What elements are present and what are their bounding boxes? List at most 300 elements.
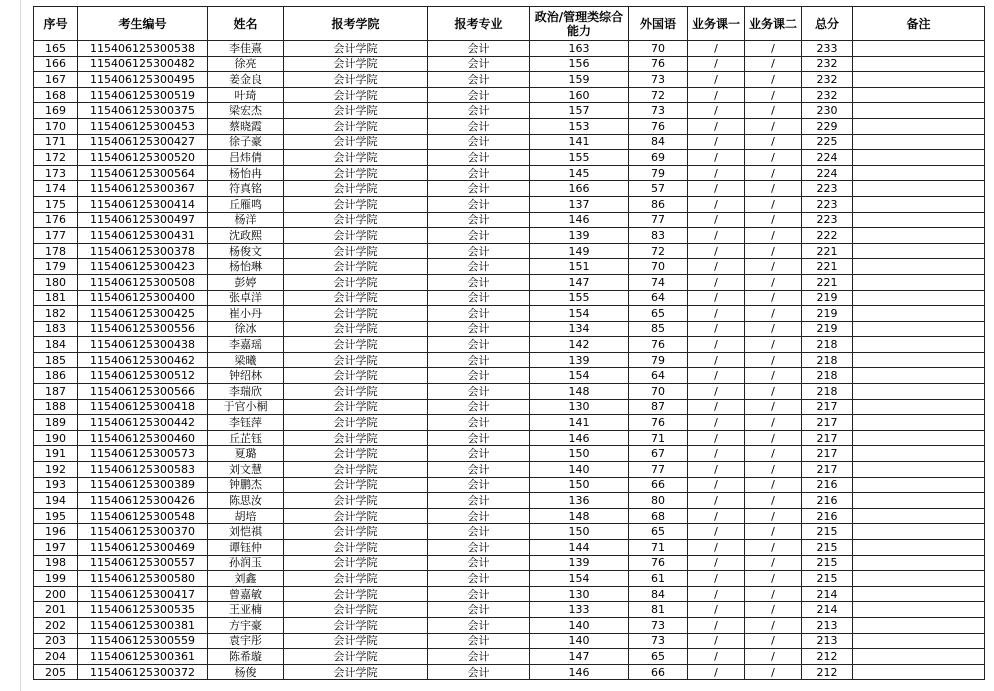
cell-subject-2: /	[745, 150, 802, 166]
cell-politics: 139	[530, 555, 629, 571]
cell-name: 梁宏杰	[208, 103, 284, 119]
cell-remarks	[853, 259, 985, 275]
cell-name: 杨俊文	[208, 243, 284, 259]
table-row	[34, 477, 985, 493]
cell-name: 吕炜倩	[208, 150, 284, 166]
header-row	[34, 7, 985, 41]
cell-candidate-id: 115406125300423	[78, 259, 208, 275]
cell-candidate-id: 115406125300469	[78, 540, 208, 556]
table-row	[34, 430, 985, 446]
cell-subject-2: /	[745, 87, 802, 103]
cell-remarks	[853, 415, 985, 431]
cell-subject-2: /	[745, 306, 802, 322]
table-row	[34, 508, 985, 524]
cell-remarks	[853, 118, 985, 134]
cell-college: 会计学院	[284, 228, 428, 244]
cell-foreign-language: 57	[629, 181, 688, 197]
header-total: 总分	[802, 7, 853, 41]
cell-name: 陈思汝	[208, 493, 284, 509]
cell-major: 会计	[428, 196, 530, 212]
cell-subject-1: /	[688, 165, 745, 181]
cell-subject-1: /	[688, 72, 745, 88]
cell-subject-2: /	[745, 165, 802, 181]
cell-college: 会计学院	[284, 274, 428, 290]
cell-remarks	[853, 633, 985, 649]
cell-subject-1: /	[688, 508, 745, 524]
cell-politics: 139	[530, 228, 629, 244]
cell-candidate-id: 115406125300548	[78, 508, 208, 524]
cell-foreign-language: 71	[629, 430, 688, 446]
cell-candidate-id: 115406125300557	[78, 555, 208, 571]
cell-candidate-id: 115406125300564	[78, 165, 208, 181]
cell-subject-1: /	[688, 306, 745, 322]
header-name: 姓名	[208, 7, 284, 41]
cell-name: 丘芷钰	[208, 430, 284, 446]
cell-total: 223	[802, 212, 853, 228]
cell-major: 会计	[428, 228, 530, 244]
cell-subject-2: /	[745, 118, 802, 134]
cell-subject-1: /	[688, 477, 745, 493]
cell-subject-1: /	[688, 290, 745, 306]
table-row	[34, 228, 985, 244]
cell-foreign-language: 64	[629, 290, 688, 306]
cell-college: 会计学院	[284, 181, 428, 197]
cell-college: 会计学院	[284, 571, 428, 587]
cell-major: 会计	[428, 56, 530, 72]
cell-remarks	[853, 103, 985, 119]
cell-seq: 173	[34, 165, 78, 181]
cell-seq: 194	[34, 493, 78, 509]
cell-seq: 193	[34, 477, 78, 493]
cell-candidate-id: 115406125300573	[78, 446, 208, 462]
header-politics: 政治/管理类综合能力	[530, 7, 629, 41]
cell-seq: 196	[34, 524, 78, 540]
header-remarks: 备注	[853, 7, 985, 41]
cell-total: 215	[802, 524, 853, 540]
cell-total: 214	[802, 602, 853, 618]
cell-subject-1: /	[688, 384, 745, 400]
cell-candidate-id: 115406125300556	[78, 321, 208, 337]
cell-major: 会计	[428, 352, 530, 368]
cell-subject-1: /	[688, 196, 745, 212]
cell-college: 会计学院	[284, 259, 428, 275]
cell-remarks	[853, 290, 985, 306]
cell-college: 会计学院	[284, 243, 428, 259]
cell-seq: 177	[34, 228, 78, 244]
header-subject-1: 业务课一	[688, 7, 745, 41]
cell-remarks	[853, 337, 985, 353]
cell-name: 李瑞欣	[208, 384, 284, 400]
cell-total: 219	[802, 290, 853, 306]
cell-total: 216	[802, 493, 853, 509]
cell-politics: 142	[530, 337, 629, 353]
table-row	[34, 540, 985, 556]
cell-remarks	[853, 72, 985, 88]
cell-politics: 145	[530, 165, 629, 181]
cell-foreign-language: 84	[629, 134, 688, 150]
cell-subject-1: /	[688, 134, 745, 150]
cell-major: 会计	[428, 477, 530, 493]
cell-remarks	[853, 243, 985, 259]
cell-total: 216	[802, 508, 853, 524]
table-row	[34, 72, 985, 88]
cell-subject-1: /	[688, 87, 745, 103]
cell-politics: 144	[530, 540, 629, 556]
cell-foreign-language: 73	[629, 72, 688, 88]
cell-remarks	[853, 352, 985, 368]
table-row	[34, 368, 985, 384]
cell-remarks	[853, 602, 985, 618]
cell-politics: 137	[530, 196, 629, 212]
cell-seq: 181	[34, 290, 78, 306]
cell-foreign-language: 83	[629, 228, 688, 244]
table-row	[34, 118, 985, 134]
cell-name: 夏璐	[208, 446, 284, 462]
cell-candidate-id: 115406125300361	[78, 649, 208, 665]
table-row	[34, 41, 985, 57]
cell-remarks	[853, 462, 985, 478]
cell-subject-1: /	[688, 586, 745, 602]
cell-politics: 141	[530, 134, 629, 150]
cell-subject-1: /	[688, 243, 745, 259]
score-table	[33, 6, 985, 680]
cell-college: 会计学院	[284, 321, 428, 337]
cell-seq: 167	[34, 72, 78, 88]
cell-total: 223	[802, 181, 853, 197]
cell-major: 会计	[428, 571, 530, 587]
cell-major: 会计	[428, 87, 530, 103]
cell-remarks	[853, 540, 985, 556]
cell-foreign-language: 86	[629, 196, 688, 212]
cell-college: 会计学院	[284, 415, 428, 431]
cell-remarks	[853, 134, 985, 150]
cell-college: 会计学院	[284, 649, 428, 665]
cell-politics: 136	[530, 493, 629, 509]
cell-subject-2: /	[745, 477, 802, 493]
table-body	[34, 41, 985, 680]
cell-candidate-id: 115406125300482	[78, 56, 208, 72]
cell-major: 会计	[428, 524, 530, 540]
cell-subject-1: /	[688, 462, 745, 478]
cell-subject-2: /	[745, 368, 802, 384]
cell-candidate-id: 115406125300389	[78, 477, 208, 493]
cell-college: 会计学院	[284, 41, 428, 57]
cell-name: 张卓洋	[208, 290, 284, 306]
cell-subject-1: /	[688, 118, 745, 134]
cell-subject-1: /	[688, 212, 745, 228]
cell-subject-2: /	[745, 274, 802, 290]
cell-subject-2: /	[745, 415, 802, 431]
cell-college: 会计学院	[284, 306, 428, 322]
cell-subject-1: /	[688, 56, 745, 72]
table-row	[34, 493, 985, 509]
cell-college: 会计学院	[284, 462, 428, 478]
cell-name: 李嘉瑶	[208, 337, 284, 353]
cell-total: 223	[802, 196, 853, 212]
cell-seq: 171	[34, 134, 78, 150]
cell-remarks	[853, 555, 985, 571]
cell-total: 225	[802, 134, 853, 150]
cell-name: 曾嘉敏	[208, 586, 284, 602]
cell-college: 会计学院	[284, 602, 428, 618]
cell-candidate-id: 115406125300400	[78, 290, 208, 306]
cell-major: 会计	[428, 212, 530, 228]
cell-seq: 186	[34, 368, 78, 384]
cell-foreign-language: 70	[629, 259, 688, 275]
cell-total: 230	[802, 103, 853, 119]
cell-foreign-language: 72	[629, 243, 688, 259]
page-edge	[20, 0, 21, 691]
cell-subject-2: /	[745, 649, 802, 665]
cell-seq: 191	[34, 446, 78, 462]
cell-major: 会计	[428, 259, 530, 275]
cell-subject-2: /	[745, 384, 802, 400]
cell-candidate-id: 115406125300431	[78, 228, 208, 244]
cell-candidate-id: 115406125300566	[78, 384, 208, 400]
cell-name: 徐子豪	[208, 134, 284, 150]
cell-foreign-language: 77	[629, 462, 688, 478]
table-row	[34, 524, 985, 540]
cell-total: 213	[802, 633, 853, 649]
cell-total: 213	[802, 617, 853, 633]
cell-foreign-language: 79	[629, 165, 688, 181]
cell-college: 会计学院	[284, 212, 428, 228]
cell-foreign-language: 79	[629, 352, 688, 368]
table-row	[34, 602, 985, 618]
cell-politics: 150	[530, 477, 629, 493]
cell-total: 217	[802, 430, 853, 446]
cell-foreign-language: 77	[629, 212, 688, 228]
cell-seq: 180	[34, 274, 78, 290]
cell-major: 会计	[428, 368, 530, 384]
cell-seq: 179	[34, 259, 78, 275]
cell-remarks	[853, 524, 985, 540]
cell-politics: 149	[530, 243, 629, 259]
cell-politics: 156	[530, 56, 629, 72]
cell-subject-1: /	[688, 368, 745, 384]
cell-subject-2: /	[745, 540, 802, 556]
cell-remarks	[853, 664, 985, 680]
table-row	[34, 134, 985, 150]
cell-college: 会计学院	[284, 430, 428, 446]
cell-major: 会计	[428, 664, 530, 680]
cell-subject-1: /	[688, 415, 745, 431]
cell-college: 会计学院	[284, 290, 428, 306]
cell-seq: 199	[34, 571, 78, 587]
cell-total: 232	[802, 87, 853, 103]
cell-seq: 178	[34, 243, 78, 259]
cell-remarks	[853, 87, 985, 103]
cell-name: 谭钰仲	[208, 540, 284, 556]
table-row	[34, 243, 985, 259]
cell-candidate-id: 115406125300520	[78, 150, 208, 166]
cell-subject-2: /	[745, 555, 802, 571]
cell-subject-1: /	[688, 617, 745, 633]
table-row	[34, 259, 985, 275]
cell-college: 会计学院	[284, 617, 428, 633]
cell-remarks	[853, 586, 985, 602]
cell-remarks	[853, 368, 985, 384]
cell-college: 会计学院	[284, 56, 428, 72]
cell-candidate-id: 115406125300453	[78, 118, 208, 134]
cell-subject-1: /	[688, 555, 745, 571]
cell-foreign-language: 76	[629, 118, 688, 134]
cell-total: 215	[802, 555, 853, 571]
cell-major: 会计	[428, 290, 530, 306]
header-subject-2: 业务课二	[745, 7, 802, 41]
cell-subject-1: /	[688, 103, 745, 119]
cell-subject-2: /	[745, 196, 802, 212]
cell-candidate-id: 115406125300583	[78, 462, 208, 478]
cell-foreign-language: 66	[629, 477, 688, 493]
score-table-container	[33, 6, 985, 680]
cell-major: 会计	[428, 462, 530, 478]
cell-remarks	[853, 430, 985, 446]
cell-seq: 203	[34, 633, 78, 649]
cell-name: 崔小丹	[208, 306, 284, 322]
cell-subject-2: /	[745, 103, 802, 119]
cell-name: 杨洋	[208, 212, 284, 228]
cell-subject-1: /	[688, 399, 745, 415]
table-row	[34, 352, 985, 368]
cell-politics: 133	[530, 602, 629, 618]
cell-total: 217	[802, 446, 853, 462]
header-college: 报考学院	[284, 7, 428, 41]
cell-politics: 154	[530, 306, 629, 322]
cell-foreign-language: 70	[629, 384, 688, 400]
cell-name: 刘文慧	[208, 462, 284, 478]
cell-remarks	[853, 477, 985, 493]
cell-remarks	[853, 493, 985, 509]
cell-politics: 139	[530, 352, 629, 368]
cell-name: 徐冰	[208, 321, 284, 337]
cell-candidate-id: 115406125300535	[78, 602, 208, 618]
cell-subject-1: /	[688, 274, 745, 290]
cell-remarks	[853, 617, 985, 633]
cell-total: 215	[802, 540, 853, 556]
cell-candidate-id: 115406125300425	[78, 306, 208, 322]
cell-candidate-id: 115406125300381	[78, 617, 208, 633]
cell-major: 会计	[428, 243, 530, 259]
table-row	[34, 274, 985, 290]
cell-candidate-id: 115406125300417	[78, 586, 208, 602]
cell-subject-2: /	[745, 430, 802, 446]
cell-foreign-language: 65	[629, 524, 688, 540]
cell-politics: 159	[530, 72, 629, 88]
cell-college: 会计学院	[284, 555, 428, 571]
table-row	[34, 87, 985, 103]
cell-seq: 184	[34, 337, 78, 353]
cell-subject-2: /	[745, 134, 802, 150]
cell-seq: 188	[34, 399, 78, 415]
cell-seq: 182	[34, 306, 78, 322]
cell-candidate-id: 115406125300538	[78, 41, 208, 57]
cell-candidate-id: 115406125300370	[78, 524, 208, 540]
cell-name: 沈政熙	[208, 228, 284, 244]
table-row	[34, 664, 985, 680]
cell-college: 会计学院	[284, 337, 428, 353]
cell-remarks	[853, 150, 985, 166]
header-major: 报考专业	[428, 7, 530, 41]
cell-subject-2: /	[745, 462, 802, 478]
cell-subject-2: /	[745, 352, 802, 368]
cell-name: 彭婷	[208, 274, 284, 290]
cell-total: 218	[802, 352, 853, 368]
cell-name: 梁曦	[208, 352, 284, 368]
cell-candidate-id: 115406125300367	[78, 181, 208, 197]
table-row	[34, 150, 985, 166]
cell-name: 杨怡冉	[208, 165, 284, 181]
cell-foreign-language: 73	[629, 633, 688, 649]
cell-major: 会计	[428, 274, 530, 290]
cell-college: 会计学院	[284, 352, 428, 368]
cell-college: 会计学院	[284, 399, 428, 415]
cell-major: 会计	[428, 321, 530, 337]
cell-seq: 198	[34, 555, 78, 571]
cell-subject-2: /	[745, 243, 802, 259]
cell-name: 蔡晓霞	[208, 118, 284, 134]
cell-candidate-id: 115406125300442	[78, 415, 208, 431]
table-row	[34, 415, 985, 431]
table-row	[34, 321, 985, 337]
cell-candidate-id: 115406125300378	[78, 243, 208, 259]
table-row	[34, 181, 985, 197]
cell-total: 212	[802, 649, 853, 665]
cell-name: 符真铭	[208, 181, 284, 197]
cell-subject-1: /	[688, 41, 745, 57]
cell-candidate-id: 115406125300495	[78, 72, 208, 88]
cell-candidate-id: 115406125300497	[78, 212, 208, 228]
cell-candidate-id: 115406125300462	[78, 352, 208, 368]
cell-college: 会计学院	[284, 508, 428, 524]
cell-major: 会计	[428, 306, 530, 322]
cell-major: 会计	[428, 415, 530, 431]
cell-college: 会计学院	[284, 524, 428, 540]
cell-subject-2: /	[745, 337, 802, 353]
cell-major: 会计	[428, 586, 530, 602]
cell-politics: 146	[530, 212, 629, 228]
header-seq: 序号	[34, 7, 78, 41]
cell-subject-2: /	[745, 321, 802, 337]
cell-subject-1: /	[688, 602, 745, 618]
cell-foreign-language: 76	[629, 415, 688, 431]
cell-major: 会计	[428, 337, 530, 353]
table-row	[34, 56, 985, 72]
cell-foreign-language: 65	[629, 649, 688, 665]
cell-foreign-language: 84	[629, 586, 688, 602]
cell-politics: 150	[530, 446, 629, 462]
cell-politics: 140	[530, 617, 629, 633]
cell-subject-2: /	[745, 446, 802, 462]
cell-candidate-id: 115406125300519	[78, 87, 208, 103]
cell-subject-2: /	[745, 508, 802, 524]
cell-major: 会计	[428, 508, 530, 524]
cell-remarks	[853, 571, 985, 587]
cell-remarks	[853, 165, 985, 181]
cell-name: 胡培	[208, 508, 284, 524]
cell-college: 会计学院	[284, 165, 428, 181]
cell-politics: 147	[530, 274, 629, 290]
cell-total: 221	[802, 243, 853, 259]
cell-total: 217	[802, 415, 853, 431]
cell-remarks	[853, 181, 985, 197]
cell-politics: 160	[530, 87, 629, 103]
table-row	[34, 337, 985, 353]
cell-foreign-language: 67	[629, 446, 688, 462]
cell-remarks	[853, 56, 985, 72]
cell-subject-1: /	[688, 259, 745, 275]
cell-seq: 205	[34, 664, 78, 680]
